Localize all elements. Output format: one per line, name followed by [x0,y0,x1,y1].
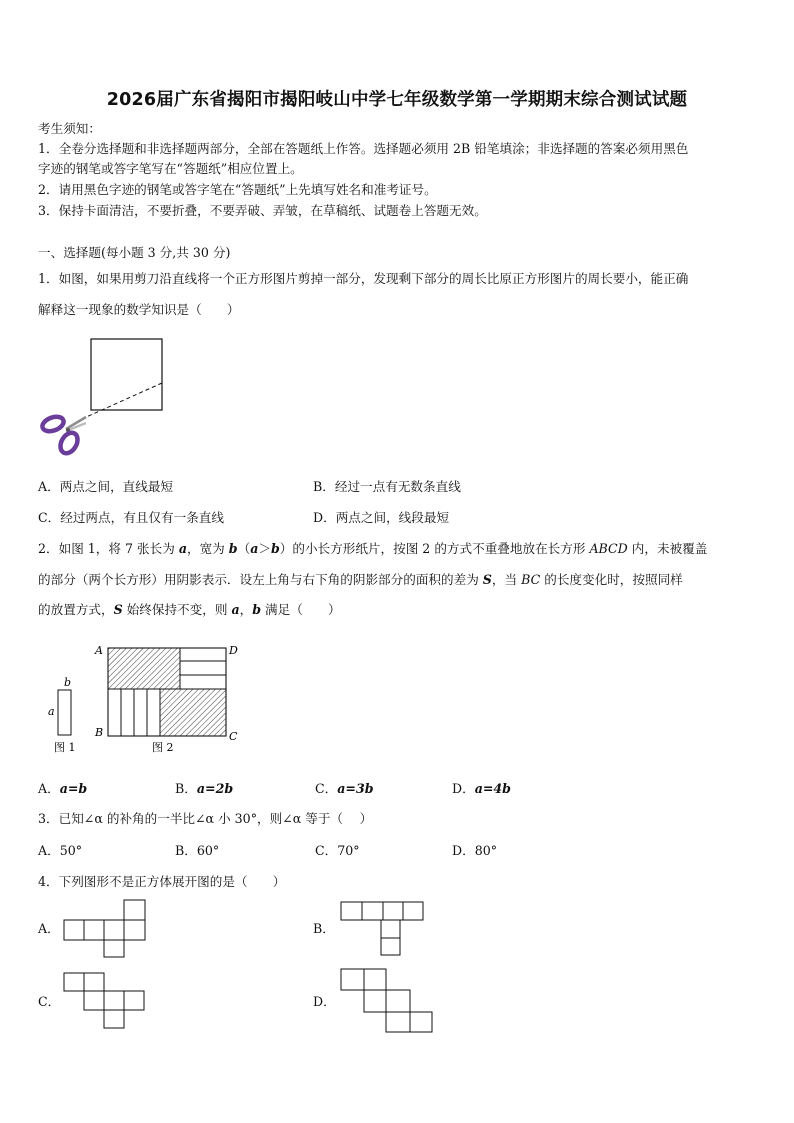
question-2-figure [40,638,250,758]
question-2-option-b: B．a=2b [175,781,234,796]
figure-1-caption: 图 1 [54,741,76,754]
question-1-option-c: C．经过两点，有且仅有一条直线 [38,510,224,525]
question-2-option-a: A．a=b [38,781,88,796]
small-rectangle [58,690,71,735]
corner-a: A [95,644,103,657]
question-4-text: 4．下列图形不是正方体展开图的是（ ） [38,874,286,889]
notice-item-1-line-2: 字迹的钢笔或答字笔写在“答题纸”相应位置上。 [38,161,303,176]
question-4-option-a-label: A． [38,921,60,936]
question-2-line-3: 的放置方式，S 始终保持不变，则 a，b 满足（ ） [38,602,341,617]
vertical-strip-4 [147,689,160,736]
square-picture [91,339,162,410]
notice-heading: 考生须知： [38,121,101,136]
vertical-strip-1 [108,689,121,736]
horizontal-strip-2 [180,661,226,675]
scissors-icon [40,414,86,456]
vertical-strip-3 [134,689,147,736]
horizontal-strip-1 [180,648,226,661]
question-2-option-c: C．a=3b [315,781,374,796]
question-3-text: 3．已知∠α 的补角的一半比∠α 小 30°，则∠α 等于（ ） [38,811,373,826]
question-4-option-b-label: B． [313,921,335,936]
label-b: b [64,676,72,689]
question-3-option-a: A．50° [38,843,83,858]
shaded-region-bottom-right [160,689,226,736]
question-4-net-a [60,898,150,960]
question-3-option-b: B．60° [175,843,220,858]
question-2-line-1: 2．如图 1，将 7 张长为 a，宽为 b（a＞b）的小长方形纸片，按图 2 的方式不重叠地放在长方形 ABCD 内，未被覆盖 [38,541,708,556]
question-1-line-2: 解释这一现象的数学知识是（ ） [38,302,240,317]
corner-d: D [229,644,238,657]
notice-item-2: 2．请用黑色字迹的钢笔或答字笔在“答题纸”上先填写姓名和准考证号。 [38,182,437,197]
question-1-option-d: D．两点之间，线段最短 [313,510,450,525]
question-4-net-b [337,899,427,959]
question-1-option-b: B．经过一点有无数条直线 [313,479,461,494]
corner-c: C [229,730,238,743]
corner-b: B [95,726,104,739]
question-1-option-a: A．两点之间，直线最短 [38,479,174,494]
section-heading: 一、选择题(每小题 3 分,共 30 分) [38,245,231,260]
question-1-line-1: 1．如图，如果用剪刀沿直线将一个正方形图片剪掉一部分，发现剩下部分的周长比原正方形图片的周长要小，能正确 [38,271,689,286]
figure-2-caption: 图 2 [152,741,174,754]
cut-line [84,383,162,418]
horizontal-strip-3 [180,675,226,689]
notice-item-3: 3．保持卡面清洁，不要折叠，不要弄破、弄皱，在草稿纸、试题卷上答题无效。 [38,203,487,218]
question-1-figure [36,334,176,462]
question-4-option-c-label: C． [38,994,61,1009]
question-2-line-2: 的部分（两个长方形）用阴影表示．设左上角与右下角的阴影部分的面积的差为 S，当 BC 的长度变化时，按照同样 [38,572,683,587]
question-3-option-c: C．70° [315,843,360,858]
vertical-strip-2 [121,689,134,736]
shaded-region-top-left [108,648,180,689]
notice-item-1-line-1: 1．全卷分选择题和非选择题两部分，全部在答题纸上作答。选择题必须用 2B 铅笔填涂；非选择题的答案必须用黑色 [38,141,689,156]
question-4-net-d [338,966,436,1036]
page-title: 2026届广东省揭阳市揭阳岐山中学七年级数学第一学期期末综合测试试题 [106,90,688,110]
question-2-option-d: D．a=4b [452,781,511,796]
question-3-option-d: D．80° [452,843,498,858]
question-4-option-d-label: D． [313,994,336,1009]
question-4-net-c [60,970,152,1032]
label-a: a [48,705,55,718]
